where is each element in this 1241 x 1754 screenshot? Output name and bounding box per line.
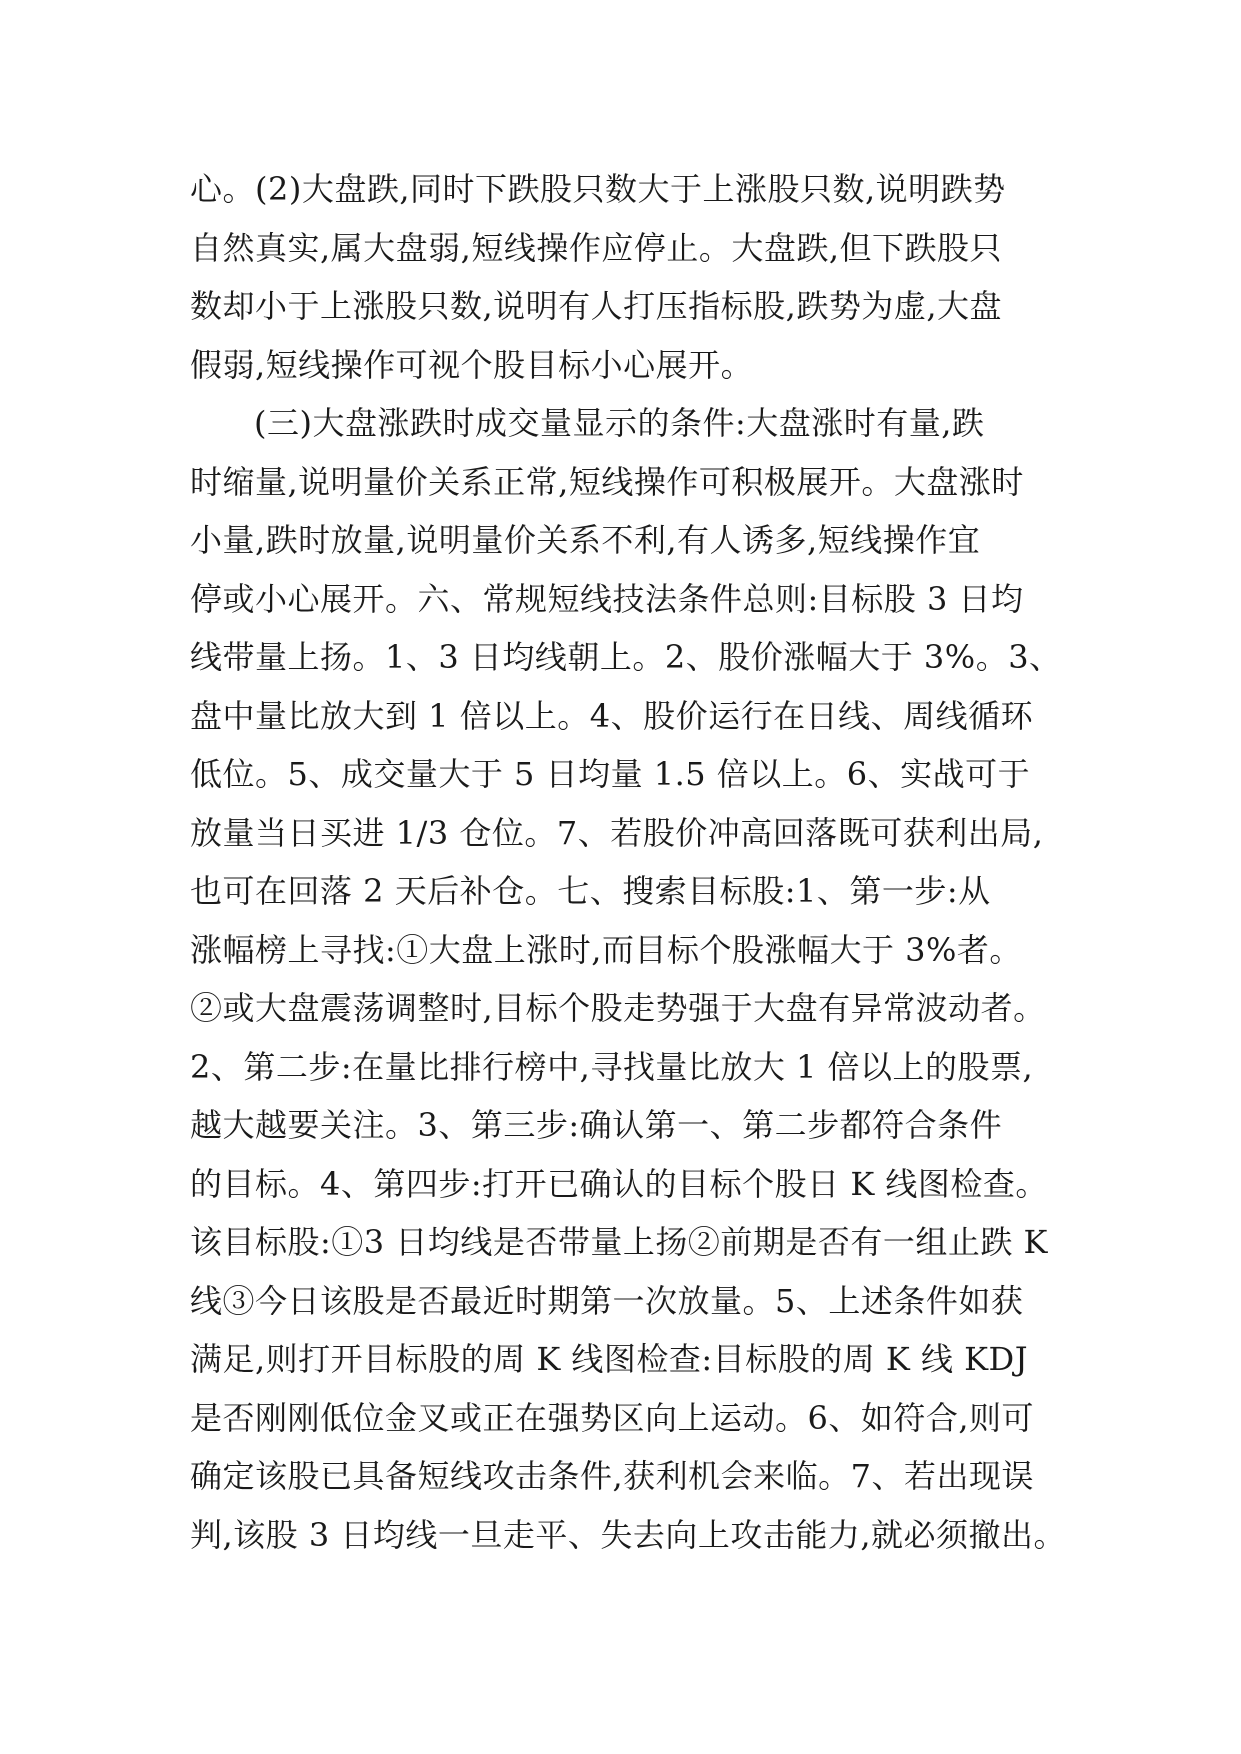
text-line: 假弱,短线操作可视个股目标小心展开。	[190, 345, 754, 384]
text-line: 数却小于上涨股只数,说明有人打压指标股,跌势为虚,大盘	[190, 287, 1003, 325]
text-line: 低位。5、成交量大于 5 日均量 1.5 倍以上。6、实战可于	[190, 755, 1031, 793]
text-line: 放量当日买进 1/3 仓位。7、若股价冲高回落既可获利出局,	[190, 813, 1044, 852]
text-line: 心。(2)大盘跌,同时下跌股只数大于上涨股只数,说明跌势	[190, 170, 1006, 208]
text-line: 的目标。4、第四步:打开已确认的目标个股日 K 线图检查。	[190, 1164, 1048, 1203]
text-line: 线带量上扬。1、3 日均线朝上。2、股价涨幅大于 3%。3、	[190, 638, 1062, 676]
section-heading-line: (三)大盘涨跌时成交量显示的条件:大盘涨时有量,跌	[254, 404, 985, 442]
text-line: 是否刚刚低位金叉或正在强势区向上运动。6、如符合,则可	[190, 1398, 1035, 1437]
text-line: 自然真实,属大盘弱,短线操作应停止。大盘跌,但下跌股只	[190, 228, 1003, 267]
text-line: 线③今日该股是否最近时期第一次放量。5、上述条件如获	[190, 1281, 1024, 1320]
text-line: 满足,则打开目标股的周 K 线图检查:目标股的周 K 线 KDJ	[190, 1340, 1029, 1378]
text-line: 涨幅榜上寻找:①大盘上涨时,而目标个股涨幅大于 3%者。	[190, 930, 1022, 969]
text-line: 越大越要关注。3、第三步:确认第一、第二步都符合条件	[190, 1106, 1003, 1144]
body-text	[190, 160, 1070, 1564]
text-line: 停或小心展开。六、常规短线技法条件总则:目标股 3 日均	[190, 579, 1024, 618]
text-line: 判,该股 3 日均线一旦走平、失去向上攻击能力,就必须撤出。	[190, 1515, 1067, 1554]
text-line: 该目标股:①3 日均线是否带量上扬②前期是否有一组止跌 K	[190, 1223, 1048, 1261]
text-line: 2、第二步:在量比排行榜中,寻找量比放大 1 倍以上的股票,	[190, 1047, 1034, 1086]
text-line: 时缩量,说明量价关系正常,短线操作可积极展开。大盘涨时	[190, 462, 1024, 501]
text-line: 小量,跌时放量,说明量价关系不利,有人诱多,短线操作宜	[190, 521, 981, 559]
text-line: ②或大盘震荡调整时,目标个股走势强于大盘有异常波动者。	[190, 989, 1046, 1027]
text-line: 盘中量比放大到 1 倍以上。4、股价运行在日线、周线循环	[190, 696, 1034, 735]
text-line: 确定该股已具备短线攻击条件,获利机会来临。7、若出现误	[190, 1457, 1035, 1495]
text-line: 也可在回落 2 天后补仓。七、搜索目标股:1、第一步:从	[190, 872, 991, 910]
